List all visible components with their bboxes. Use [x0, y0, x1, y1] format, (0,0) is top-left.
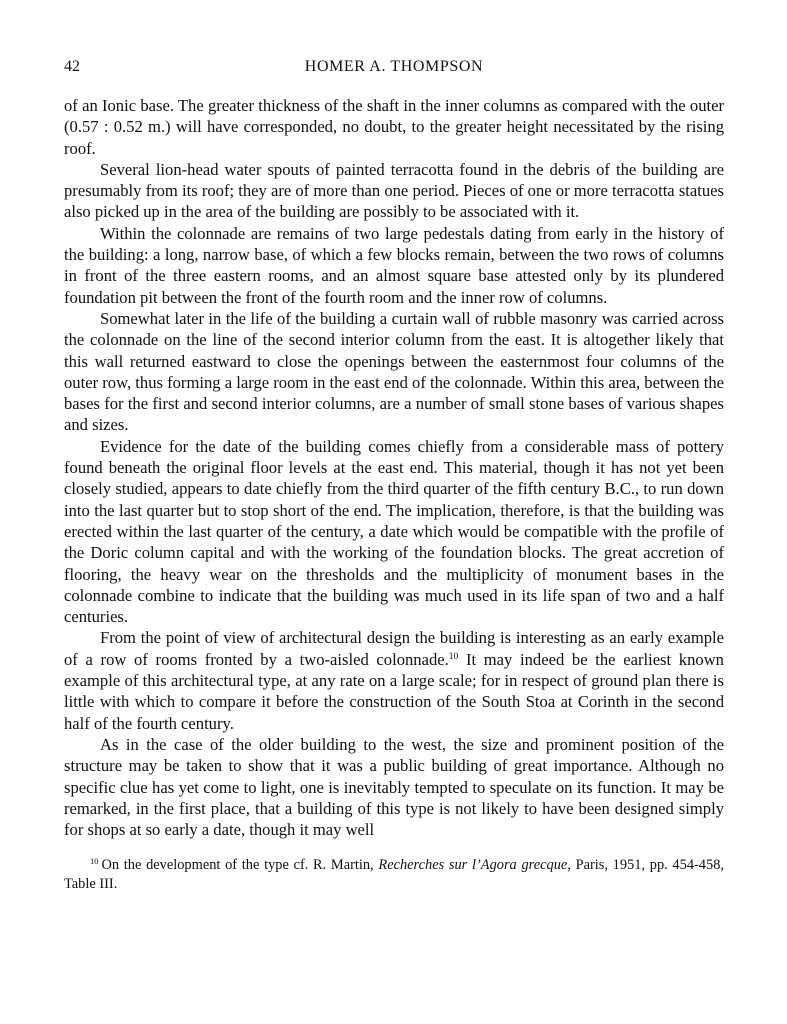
paragraph-4: Somewhat later in the life of the building a curtain wall of rubble masonry was carried across the colonnade on the line of the second interior column from the east. It is altogether likely that this wall returned eastward to close the openings between the easternmost four columns of the outer row, thus forming a large room in the east end of the colonnade. Within this area, between the bases for the first and second interior columns, are a number of small stone bases of various shapes and sizes.: [64, 308, 724, 435]
paragraph-3: Within the colonnade are remains of two large pedestals dating from early in the history of the building: a long, narrow base, of which a few blocks remain, between the two rows of columns in front of the three eastern rooms, and an almost square base attested only by its plundered foundation pit between the front of the fourth room and the inner row of columns.: [64, 223, 724, 307]
page-number: 42: [64, 58, 80, 75]
page-header: [64, 58, 724, 84]
paragraph-5: Evidence for the date of the building comes chiefly from a considerable mass of pottery found beneath the original floor levels at the east end. This material, though it has not yet been closely studied, appears to date chiefly from the third quarter of the fifth century B.C., to run down into the last quarter but to stop short of the end. The implication, therefore, is that the building was erected within the last quarter of the century, a date which would be compatible with the profile of the Doric column capital and with the working of the foundation blocks. The great accretion of flooring, the heavy wear on the thresholds and the multiplicity of monument bases in the colonnade combine to indicate that the building was much used in its life span of two and a half centuries.: [64, 436, 724, 627]
footnote-number: 10: [90, 856, 99, 867]
footnote-text-before: On the development of the type cf. R. Martin,: [101, 857, 379, 874]
paragraph-1: of an Ionic base. The greater thickness of the shaft in the inner columns as compared with the outer (0.57 : 0.52 m.) will have corresponded, no doubt, to the greater height necessitated by the rising roof.: [64, 96, 724, 158]
paragraph-7: As in the case of the older building to the west, the size and prominent position of the structure may be taken to show that it was a public building of great importance. Although no specific clue has yet come to light, one is inevitably tempted to speculate on its function. It may be remarked, in the first place, that a building of this type is not likely to have been designed simply for shops at so early a date, though it may well: [64, 734, 724, 840]
paragraph-6: [64, 627, 724, 733]
page: [64, 58, 724, 894]
footnote-cited-title: Recherches sur l’Agora grecque: [378, 857, 568, 874]
footnotes: [64, 856, 724, 893]
footnote-reference-10[interactable]: 10: [448, 651, 459, 662]
footnote-text-after: , Paris, 1951, pp. 454-458, Table III.: [64, 857, 724, 892]
paragraph-2: Several lion-head water spouts of painted terracotta found in the debris of the building are presumably from its roof; they are of more than one period. Pieces of one or more terracotta statues also picked up in the area of the building are possibly to be associated with it.: [64, 159, 724, 222]
paragraph-6-text-after: It may indeed be the earliest known example of this architectural type, at any rate on a large scale; for in respect of ground plan there is little with which to compare it before the construction of the South Stoa at Corinth in the second half of the fourth century.: [64, 649, 724, 733]
paragraph-6-text-before: From the point of view of architectural design the building is interesting as an early example of a row of rooms fronted by a two-aisled colonnade.: [64, 628, 724, 669]
running-head: HOMER A. THOMPSON: [304, 58, 484, 75]
body-text: [64, 95, 724, 840]
footnote-10: [64, 856, 724, 893]
